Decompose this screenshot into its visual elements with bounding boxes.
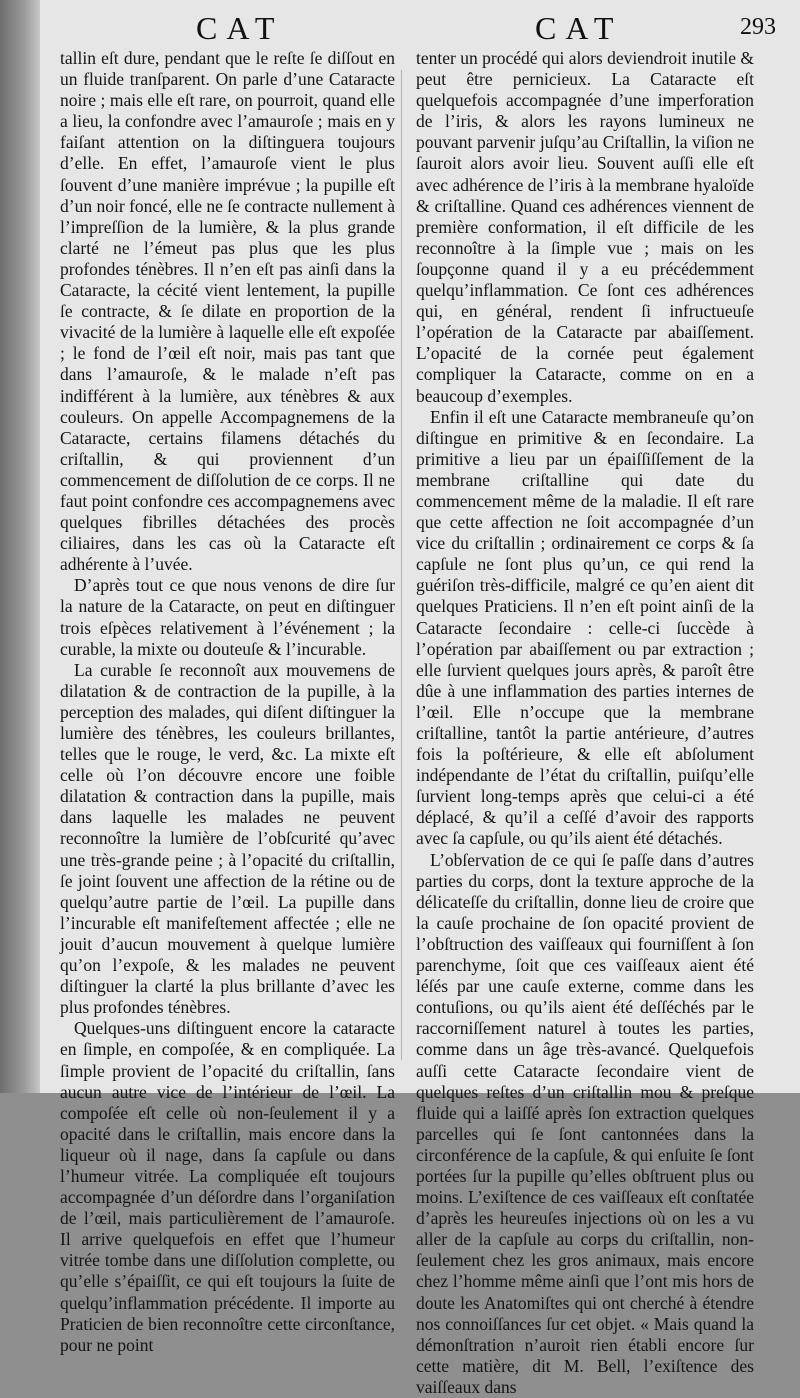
book-gutter-edge [0, 0, 40, 1093]
paragraph: La curable ſe reconnoît aux mouvemens de dilatation & de contraction de la pupille, à la perception des malades, qui diſent diſtinguer la lumière des ténèbres, les couleurs brillantes, telles que le rouge, le verd, &c. La mixte eſt celle où l’on découvre encore une foible dilatation & contraction dans la pupille, mais dans laquelle les malades ne peuvent reconnoître la lumière de l’obſcurité qu’avec une très-grande peine ; à l’opacité du criſtallin, ſe joint ſouvent une affection de la rétine ou de quelqu’autre partie de l’œil. La pupille dans l’incurable eſt manifeſtement affectée ; elle ne jouit d’aucun mouvement à quelque lumière qu’on l’expoſe, & les malades ne peuvent diſtinguer la clarté la plus brillante d’avec les plus profondes ténèbres. [60, 659, 395, 1018]
paragraph: tallin eſt dure, pendant que le reſte ſe diſſout en un fluide tranſparent. On parle d’une Cataracte noire ; mais elle eſt rare, on pourroit, quand elle a lieu, la confondre avec l’amauroſe ; mais en y faiſant attention on la diſtinguera toujours d’elle. En effet, l’amauroſe vient le plus ſouvent d’une manière imprévue ; la pupille eſt d’un noir foncé, elle ne ſe contracte nullement à l’impreſſion de la lumière, & la plus grande clarté ne l’émeut pas plus que les plus profondes ténèbres. Il n’en eſt pas ainſi dans la Cataracte, la cécité vient lentement, la pupille ſe contracte, & ſe dilate en proportion de la vivacité de la lumière à laquelle elle eſt expoſée ; le fond de l’œil eſt noir, mais pas tant que dans l’amauroſe, & le malade n’eſt pas indifférent à la lumière, aux ténèbres & aux couleurs. On appelle Accompagnemens de la Cataracte, certains filamens détachés du criſtallin, & qui proviennent d’un commencement de diſſolution de ce corps. Il ne faut point confondre ces accompagnemens avec quelques fibrilles détachées des procès ciliaires, dans les cas où la Cataracte eſt adhérente à l’uvée. [60, 48, 395, 575]
paragraph: tenter un procédé qui alors deviendroit inutile & peut être pernicieux. La Cataracte eſt quelquefois accompagnée d’une imperforation de l’iris, & alors les rayons lumineux ne pouvant parvenir juſqu’au Criſtallin, la viſion ne ſauroit alors avoir lieu. Souvent auſſi elle eſt avec adhérence de l’iris à la membrane hyaloïde & criſtalline. Quand ces adhérences viennent de première conformation, il eſt difficile de les reconnoître à la ſimple vue ; mais on les ſoupçonne quand il y a eu précédemment quelqu’inflammation. Ce ſont ces adhérences qui, en général, rendent ſi infructueuſe l’opération de la Cataracte par abaiſſement. L’opacité de la cornée peut également compliquer la Cataracte, comme on en a beaucoup d’exemples. [416, 48, 754, 406]
running-head-left: CAT [196, 10, 284, 46]
page-number: 293 [740, 14, 776, 40]
paragraph: Quelques-uns diſtinguent encore la cataracte en ſimple, en compoſée, & en compliquée. La ſimple provient de l’opacité du criſtallin, ſans aucun autre vice de l’intérieur de l’œil. La compoſée eſt celle où non-ſeulement il y a opacité dans le criſtallin, mais encore dans la liqueur où il nage, dans ſa capſule ou dans l’humeur vitrée. La compliquée eſt toujours accompagnée d’un déſordre dans l’organiſation de l’œil, mais particulièrement de l’amauroſe. Il arrive quelquefois en effet que l’humeur vitrée tombe dans une diſſolution complette, ou qu’elle s’épaiſſit, ce qui eſt toujours la ſuite de quelqu’inflammation précédente. Il importe au Praticien de bien reconnoître cette circonſtance, pour ne point [60, 1018, 395, 1355]
book-page [40, 0, 800, 1397]
paragraph: Enfin il eſt une Cataracte membraneuſe qu’on diſtingue en primitive & en ſecondaire. La primitive a lieu par un épaiſſiſſement de la membrane criſtalline qui date du commencement même de la maladie. Il eſt rare que cette affection ne ſoit accompagnée d’un vice du criſtallin ; ordinairement ce corps & ſa capſule ne ſont plus qu’un, ce qui rend la guériſon très-difficile, malgré ce qu’en aient dit quelques Praticiens. Il n’en eſt point ainſi de la Cataracte ſecondaire : celle-ci ſuccède à l’opération par abaiſſement ou par extraction ; elle ſurvient quelques jours après, & paroît être dûe à une inflammation des parties internes de l’œil. Elle n’occupe que la membrane criſtalline, tantôt la partie antérieure, d’autres fois la poſtérieure, & elle eſt abſolument indépendante de l’état du criſtallin, puiſqu’elle ſurvient long-temps après que celui-ci a été déplacé, & qu’il a ceſſé d’avoir des rapports avec ſa capſule, ou qu’ils aient été détachés. [416, 406, 754, 849]
right-column [416, 48, 754, 1398]
paragraph: D’après tout ce que nous venons de dire ſur la nature de la Cataracte, on peut en diſtinguer trois eſpèces relativement à l’événement ; la curable, la mixte ou douteuſe & l’incurable. [60, 575, 395, 659]
running-head-right: CAT [535, 10, 623, 46]
left-column [60, 48, 395, 1356]
column-divider [401, 70, 402, 1060]
paragraph: L’obſervation de ce qui ſe paſſe dans d’autres parties du corps, dont la texture approche de la délicateſſe du criſtallin, donne lieu de croire que la cauſe prochaine de ſon opacité provient de l’obſtruction des vaiſſeaux qui fourniſſent à ſon parenchyme, ſoit que ces vaiſſeaux aient été léſés par une cauſe externe, comme dans les contuſions, ou qu’ils aient été deſſéchés par le raccorniſſement naturel à toutes les parties, comme dans un âge très-avancé. Quelquefois auſſi cette Cataracte ſecondaire vient de quelques reſtes d’un criſtallin mou & preſque fluide qui a laiſſé après ſon extraction quelques parcelles qui ſe ſont cantonnées dans la circonférence de la capſule, & qui enſuite ſe ſont portées ſur la pupille qu’elles obſtruent plus ou moins. L’exiſtence de ces vaiſſeaux eſt conſtatée d’après les heureuſes injections où on les a vu aller de la capſule au corps du criſtallin, non-ſeulement chez les gros animaux, mais encore chez l’homme même ainſi que l’ont mis hors de doute les Anatomiſtes qui ont cherché à étendre nos connoiſſances ſur cet objet. « Mais quand la démonſtration n’auroit rien établi encore ſur cette matière, dit M. Bell, l’exiſtence des vaiſſeaux dans [416, 849, 754, 1397]
